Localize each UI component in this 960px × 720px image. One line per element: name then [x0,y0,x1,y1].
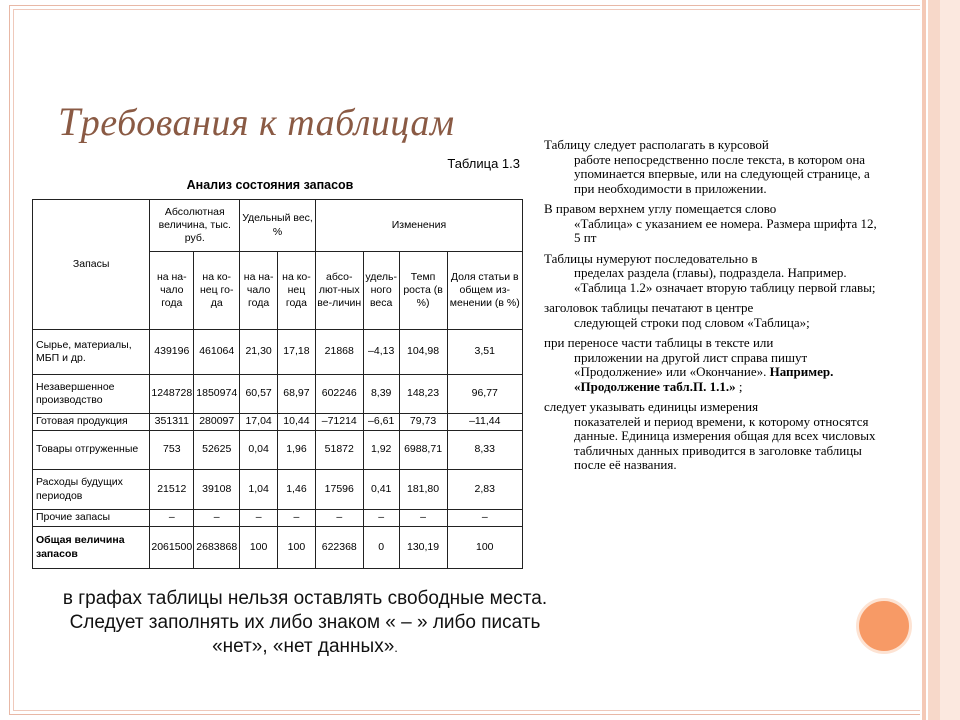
table-cell: 21,30 [240,330,278,375]
rule-item [544,400,884,473]
table-cell: – [150,510,194,527]
table-cell: – [315,510,363,527]
table-cell: –4,13 [363,330,399,375]
rule-item [544,301,884,330]
table-row [33,431,523,470]
table-cell: –6,61 [363,414,399,431]
table-row [33,470,523,510]
table-cell: 1,92 [363,431,399,470]
table-cell: 100 [278,527,316,569]
table-cell: 39108 [194,470,240,510]
table-cell: 461064 [194,330,240,375]
rule-item [544,202,884,246]
table-scan-image [30,150,536,578]
table-cell: 2,83 [447,470,523,510]
note-text: в графах таблицы нельзя оставлять свободные места. Следует заполнять их либо знаком « – » либо писать «нет», «нет данных». [62,588,548,657]
rule-continuation: «Таблица» с указанием ее номера. Размера шрифта 12, 5 пт [574,215,877,245]
table-cell: – [194,510,240,527]
table-cell: 439196 [150,330,194,375]
table-cell: 8,39 [363,375,399,414]
table-cell: 6988,71 [399,431,447,470]
table-cell: 68,97 [278,375,316,414]
rule-item [544,336,884,394]
header-stocks: Запасы [33,200,150,330]
table-cell: 753 [150,431,194,470]
table-cell: 602246 [315,375,363,414]
row-label: Расходы будущих периодов [33,470,150,510]
table-cell: 1248728 [150,375,194,414]
rule-first-line: Таблицу следует располагать в курсовой [544,137,769,152]
table-cell: 181,80 [399,470,447,510]
header-chg-share: удель-ного веса [363,252,399,330]
table-cell: 100 [240,527,278,569]
table-cell: – [399,510,447,527]
slide-title: Требования к таблицам [58,99,455,144]
table-cell: 8,33 [447,431,523,470]
table-cell: 148,23 [399,375,447,414]
table-cell: 1,04 [240,470,278,510]
row-label: Прочие запасы [33,510,150,527]
table-cell: –11,44 [447,414,523,431]
table-row [33,330,523,375]
table-row [33,375,523,414]
rule-first-line: заголовок таблицы печатают в центре [544,300,754,315]
table-cell: 0,41 [363,470,399,510]
table-row [33,414,523,431]
table-cell: –71214 [315,414,363,431]
header-abs-start: на на-чало года [150,252,194,330]
rule-first-line: Таблицы нумеруют последовательно в [544,250,758,266]
table-cell: 21868 [315,330,363,375]
table-cell: 622368 [315,527,363,569]
header-absolute: Абсолютная величина, тыс. руб. [150,200,240,252]
table-cell: 1850974 [194,375,240,414]
rule-first-line: В правом верхнем углу помещается слово [544,201,777,216]
table-cell: 100 [447,527,523,569]
table-number: Таблица 1.3 [447,156,520,171]
table-cell: – [240,510,278,527]
table-cell: – [447,510,523,527]
table-cell: – [278,510,316,527]
rule-continuation: приложении на другой лист справа пишут «Продолжение» или «Окончание». Например. «Продолжение табл.П. 1.1.» ; [574,349,834,394]
header-share-end: на ко-нец года [278,252,316,330]
table-cell: 351311 [150,414,194,431]
rule-first-line: при переносе части таблицы в тексте или [544,335,774,350]
table-cell: 2061500 [150,527,194,569]
row-label: Товары отгруженные [33,431,150,470]
table-cell: 1,96 [278,431,316,470]
table-cell: 1,46 [278,470,316,510]
table-cell: – [363,510,399,527]
table-cell: 17596 [315,470,363,510]
table-cell: 0 [363,527,399,569]
table-cell: 21512 [150,470,194,510]
header-share: Удельный вес, % [240,200,316,252]
table-row [33,510,523,527]
rule-item [544,252,884,296]
table-row [33,527,523,569]
header-chg-abs: абсо-лют-ных ве-личин [315,252,363,330]
table-cell: 96,77 [447,375,523,414]
table-cell: 280097 [194,414,240,431]
decorative-circle [856,598,912,654]
table-cell: 0,04 [240,431,278,470]
header-chg-rate: Темп роста (в %) [399,252,447,330]
table-caption: Анализ состояния запасов [186,178,354,192]
decorative-stripes [920,0,960,720]
header-share-start: на на-чало года [240,252,278,330]
rule-continuation: работе непосредственно после текста, в котором она упоминается впервые, или на следующей странице, а при необходимости в приложении. [574,151,870,196]
rule-item [544,138,884,196]
table-cell: 51872 [315,431,363,470]
table-cell: 17,18 [278,330,316,375]
row-label: Сырье, материалы, МБП и др. [33,330,150,375]
table-cell: 2683868 [194,527,240,569]
rule-continuation: показателей и период времени, к которому относятся данные. Единица измерения общая для всех числовых табличных данных приводится в заголовке таблицы после её названия. [574,413,876,472]
rule-example-bold: Например. «Продолжение табл.П. 1.1.» [574,364,834,394]
rule-continuation: следующей строки под словом «Таблица»; [574,314,810,330]
header-changes: Изменения [315,200,522,252]
rules-list [544,138,884,479]
table-cell: 79,73 [399,414,447,431]
table-cell: 17,04 [240,414,278,431]
table-cell: 10,44 [278,414,316,431]
table-cell: 52625 [194,431,240,470]
rule-first-line: следует указывать единицы измерения [544,399,759,414]
table-body [33,330,523,569]
inventory-table [32,199,523,569]
table-cell: 60,57 [240,375,278,414]
header-chg-total: Доля статьи в общем из-менении (в %) [447,252,523,330]
table-cell: 130,19 [399,527,447,569]
row-label: Незавершенное производство [33,375,150,414]
table-cell: 104,98 [399,330,447,375]
table-cell: 3,51 [447,330,523,375]
row-label: Готовая продукция [33,414,150,431]
header-abs-end: на ко-нец го-да [194,252,240,330]
rule-continuation: пределах раздела (главы), подраздела. Например. «Таблица 1.2» означает вторую таблицу первой главы; [574,265,876,295]
row-label: Общая величина запасов [33,527,150,569]
